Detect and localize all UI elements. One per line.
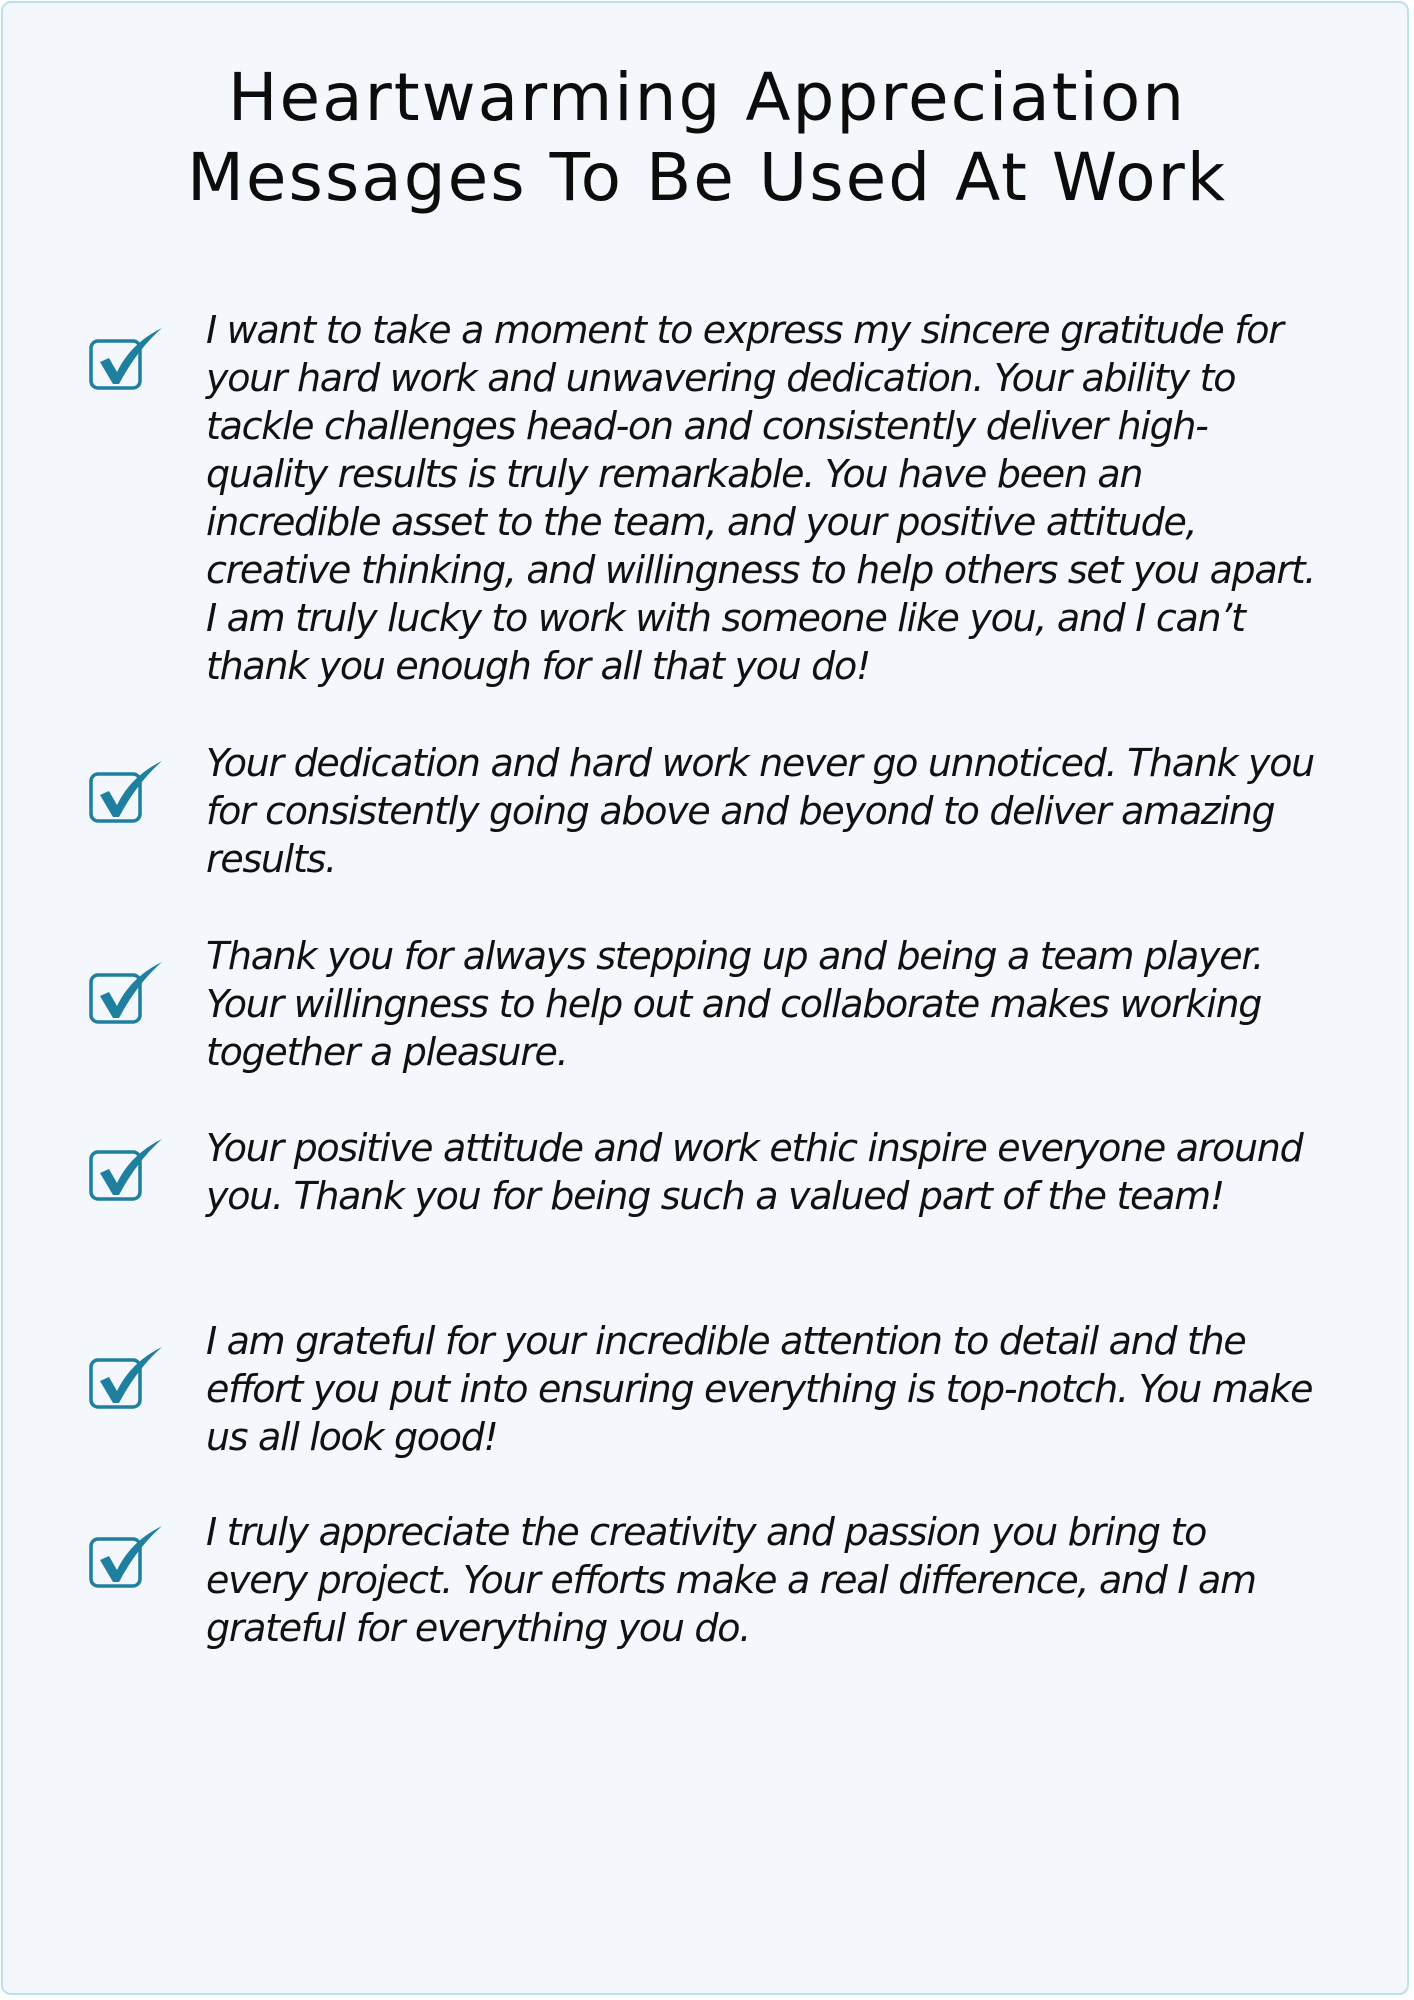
title-line-1: Heartwarming Appreciation <box>227 59 1187 136</box>
checkbox-checked-icon <box>88 1135 164 1203</box>
message-text: Your dedication and hard work never go unnoticed. Thank you for consistently going above and beyond to deliver amazing results. <box>206 741 1314 881</box>
checkbox-checked-icon <box>88 958 164 1026</box>
message-text: Thank you for always stepping up and being a team player. Your willingness to help out and collaborate makes working together a pleasure. <box>206 934 1263 1074</box>
message-text: Your positive attitude and work ethic inspire everyone around you. Thank you for being such a valued part of the team! <box>206 1126 1303 1218</box>
checkbox-checked-icon <box>88 1343 164 1411</box>
checkbox-checked-icon <box>88 324 164 392</box>
message-text: I truly appreciate the creativity and passion you bring to every project. Your efforts make a real difference, and I am grateful for everything you do. <box>206 1510 1256 1650</box>
message-text: I want to take a moment to express my sincere gratitude for your hard work and unwavering dedication. Your ability to tackle challenges head-on and consistently deliver high-quality results is truly remarkable. You have been an incredible asset to the team, and your positive attitude, creative thinking, and willingness to help others set you apart. I am truly lucky to work with someone like you, and I can’t thank you enough for all that you do! <box>206 308 1316 688</box>
checkbox-checked-icon <box>88 757 164 825</box>
message-text: I am grateful for your incredible attention to detail and the effort you put into ensuring everything is top-notch. You make us all look good! <box>206 1319 1313 1459</box>
checkbox-checked-icon <box>88 1522 164 1590</box>
title-line-2: Messages To Be Used At Work <box>186 139 1228 216</box>
